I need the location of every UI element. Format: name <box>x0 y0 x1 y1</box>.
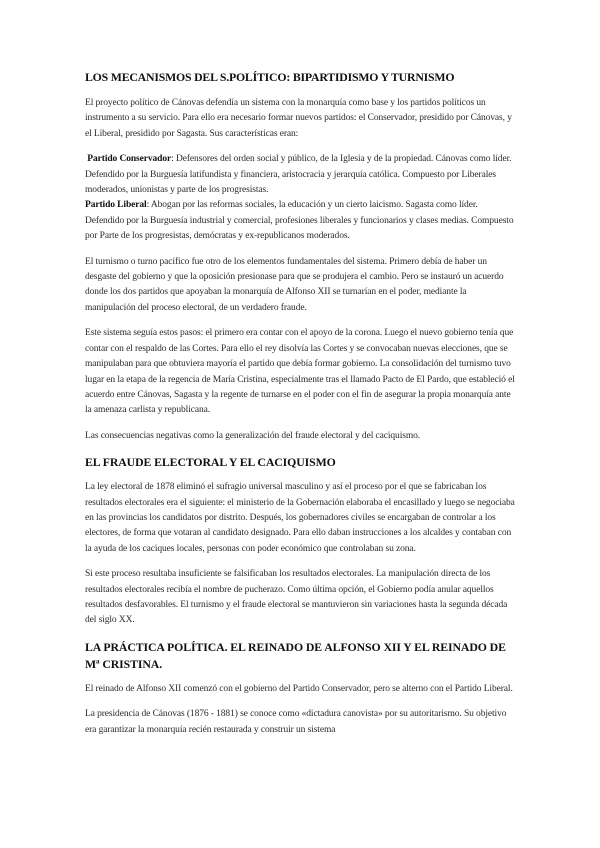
document-body <box>85 70 515 738</box>
paragraph-practica-2: La presidencia de Cánovas (1876 - 1881) se conoce como «dictadura canovista» por su autoritarismo. Su objetivo era garantizar la monarquía recién restaurada y construir un sistema <box>85 709 507 735</box>
section-title-mecanismos: LOS MECANISMOS DEL S.POLÍTICO: BIPARTIDISMO Y TURNISMO <box>85 70 455 84</box>
party-description-conservador: : Defensores del orden social y público, de la Iglesia y de la propiedad. Cánovas como líder. Defendido por la Burguesía latifundista y financiera, aristocracia y jerarquía católica. Compuesto por Liberales moderados, unionistas y parte de los progresistas. <box>85 154 512 196</box>
party-name-liberal: Partido Liberal <box>85 200 147 211</box>
party-description-liberal: : Abogan por las reformas sociales, la educación y un cierto laicismo. Sagasta como líder. Defendido por la Burguesía industrial y comercial, profesiones liberales y funcionarios y clases medias. Compuesto por Parte de los progresistas, demócratas y ex-republicanos moderados. <box>85 200 514 242</box>
paragraph-practica-1: El reinado de Alfonso XII comenzó con el gobierno del Partido Conservador, pero se alterno con el Partido Liberal. <box>85 684 513 695</box>
paragraph-fraude-2: Si este proceso resultaba insuficiente se falsificaban los resultados electorales. La manipulación directa de los resultados electorales recibía el nombre de pucherazo. Como última opción, el Gobierno podía anular aquellos resultados desfavorables. El turnismo y el fraude electoral se mantuvieron sin variaciones hasta la segunda década del siglo XX. <box>85 569 508 626</box>
section-title-practica: LA PRÁCTICA POLÍTICA. EL REINADO DE ALFONSO XII Y EL REINADO DE Mª CRISTINA. <box>85 639 506 671</box>
paragraph-intro: El proyecto político de Cánovas defendía un sistema con la monarquía como base y los partidos políticos un instrumento a su servicio. Para ello era necesario formar nuevos partidos: el Conservador, presidido por Cánovas, y el Liberal, presidido por Sagasta. Sus características eran: <box>85 98 512 139</box>
paragraph-partido-liberal <box>85 198 515 244</box>
paragraph-turnismo-1: El turnismo o turno pacífico fue otro de los elementos fundamentales del sistema. Primero debía de haber un desgaste del gobierno y que la oposición presionase para que se produjera el cambio. Pero se instauró un acuerdo donde los dos partidos que apoyaban la monarquía de Alfonso XII se turnarían en el poder, mediante la manipulación del proceso electoral, de un verdadero fraude. <box>85 256 504 313</box>
party-name-conservador: Partido Conservador <box>87 154 172 165</box>
paragraph-turnismo-2: Este sistema seguía estos pasos: el primero era contar con el apoyo de la corona. Luego el nuevo gobierno tenía que contar con el respaldo de las Cortes. Para ello el rey disolvía las Cortes y se convocaban nuevas elecciones, que se manipulaban para que obtuviera mayoría el partido que debía formar gobierno. La consolidación del turnismo tuvo lugar en la etapa de la regencia de María Cristina, especialmente tras el llamado Pacto de El Pardo, que estableció el acuerdo entre Cánovas, Sagasta y la regente de turnarse en el poder con el fin de asegurar la propia monarquía ante la amenaza carlista y republicana. <box>85 328 515 416</box>
paragraph-fraude-1: La ley electoral de 1878 eliminó el sufragio universal masculino y así el proceso por el que se fabricaban los resultados electorales era el siguiente: el ministerio de la Gobernación elaboraba el encasillado y luego se negociaba en las provincias los candidatos por distrito. Después, los gobernadores civiles se encargaban de controlar a los electores, de forma que votaran al candidato designado. Para ello daban instrucciones a los alcaldes y contaban con la ayuda de los caciques locales, personas con poder económico que controlaban su zona. <box>85 482 515 554</box>
section-title-fraude: EL FRAUDE ELECTORAL Y EL CACIQUISMO <box>85 455 336 470</box>
paragraph-partido-conservador <box>85 152 515 198</box>
paragraph-turnismo-3: Las consecuencias negativas como la generalización del fraude electoral y del caciquismo. <box>85 430 421 441</box>
